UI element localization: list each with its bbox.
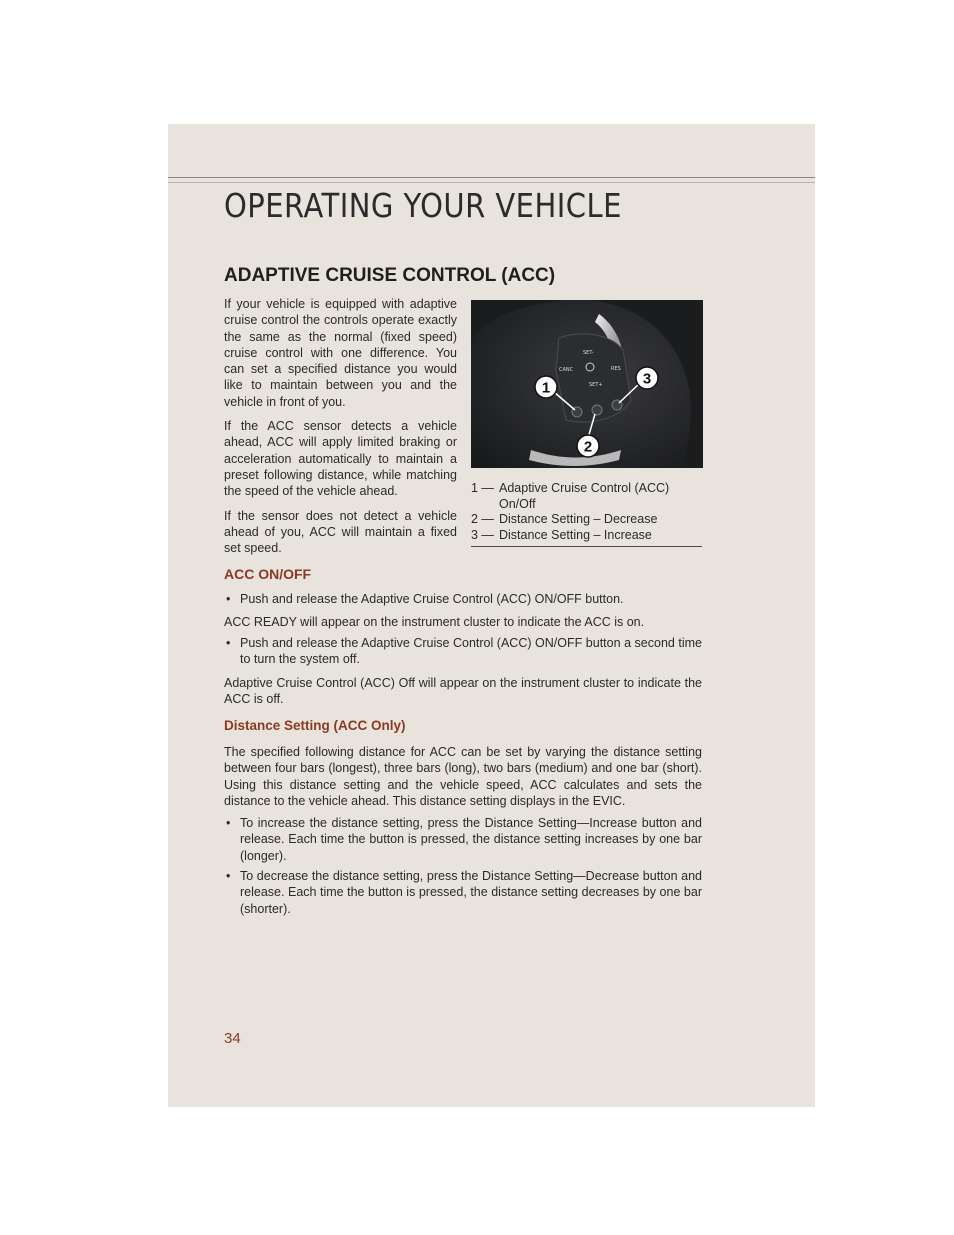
- caption-number: 3 —: [471, 528, 494, 543]
- set-minus-label: SET-: [583, 350, 594, 356]
- manual-page: [168, 124, 815, 1107]
- paragraph: The specified following distance for ACC can be set by varying the distance setting between four bars (longest), three bars (long), two bars (medium) and one bar (short). Using this distance setting and the vehicle speed, ACC calculates and sets the distance to the vehicle ahead. This distance setting displays in the EVIC.: [224, 745, 702, 808]
- chapter-title: OPERATING YOUR VEHICLE: [224, 186, 622, 225]
- caption-item: [471, 481, 702, 512]
- bullet-text: To decrease the distance setting, press the Distance Setting—Decrease button and release. Each time the button is pressed, the distance setting decreases by one bar (shorter).: [240, 869, 702, 916]
- caption-number: 1 —: [471, 481, 494, 495]
- callout-2-label: 2: [583, 438, 593, 456]
- steering-wheel-graphic: [471, 300, 703, 468]
- caption-item: [471, 528, 702, 544]
- distance-setting-heading: Distance Setting (ACC Only): [224, 718, 406, 733]
- callout-3-label: 3: [642, 370, 652, 388]
- callout-1-label: 1: [541, 379, 551, 397]
- page-number: 34: [224, 1030, 241, 1047]
- bullet-item: [224, 815, 702, 864]
- bullet-text: Push and release the Adaptive Cruise Control (ACC) ON/OFF button a second time to turn the system off.: [240, 636, 702, 667]
- canc-label: CANC: [559, 367, 574, 373]
- section-title: ADAPTIVE CRUISE CONTROL (ACC): [224, 265, 556, 286]
- paragraph: ACC READY will appear on the instrument cluster to indicate the ACC is on.: [224, 615, 645, 629]
- bullet-dot: •: [226, 869, 231, 883]
- bullet-item: [224, 868, 702, 917]
- figure-caption: [471, 481, 702, 547]
- res-label: RES: [611, 366, 621, 372]
- bullet-item: [224, 591, 702, 607]
- bullet-dot: •: [226, 636, 231, 650]
- paragraph: Adaptive Cruise Control (ACC) Off will appear on the instrument cluster to indicate the ACC is off.: [224, 676, 702, 707]
- intro-text: [224, 296, 457, 564]
- bullet-text: Push and release the Adaptive Cruise Control (ACC) ON/OFF button.: [240, 592, 624, 606]
- bullet-text: To increase the distance setting, press the Distance Setting—Increase button and release. Each time the button is pressed, the distance setting increases by one bar (longer).: [240, 816, 702, 863]
- acc-onoff-heading: ACC ON/OFF: [224, 566, 312, 582]
- bullet-dot: •: [226, 592, 231, 606]
- caption-number: 2 —: [471, 512, 494, 527]
- steering-wheel-illustration: [471, 300, 703, 468]
- intro-paragraph: If the ACC sensor detects a vehicle ahead, ACC will apply limited braking or acceleration automatically to maintain a preset following distance, while matching the speed of the vehicle ahead.: [224, 419, 457, 499]
- bullet-dot: •: [226, 816, 231, 830]
- distance-decrease-button-icon: [592, 405, 602, 415]
- header-rule-thin: [168, 182, 815, 183]
- caption-text: Adaptive Cruise Control (ACC) On/Off: [499, 481, 670, 511]
- intro-paragraph: If your vehicle is equipped with adaptive cruise control the controls operate exactly the same as the normal (fixed speed) cruise control with one difference. You can set a specified distance you would like to maintain between you and the vehicle in front of you.: [224, 297, 457, 409]
- caption-item: [471, 512, 702, 528]
- set-plus-label: SET+: [589, 382, 603, 388]
- intro-paragraph: If the sensor does not detect a vehicle ahead of you, ACC will maintain a fixed set speed.: [224, 508, 457, 556]
- header-rule: [168, 177, 815, 178]
- bullet-item: [224, 635, 702, 668]
- caption-text: Distance Setting – Increase: [499, 528, 652, 543]
- caption-text: Distance Setting – Decrease: [499, 512, 658, 527]
